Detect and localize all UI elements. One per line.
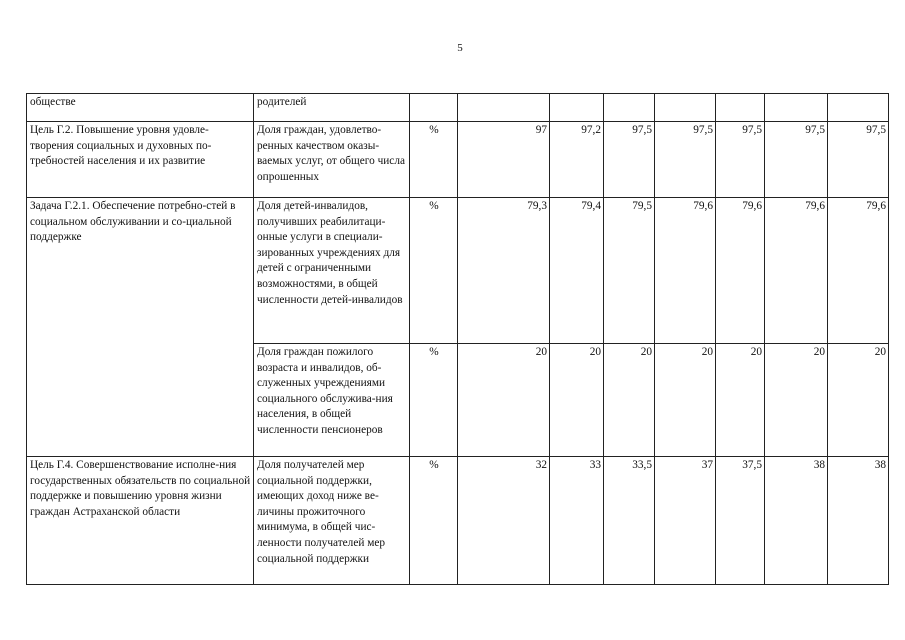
value-cell: 97,5 bbox=[655, 122, 716, 198]
value-cell: 20 bbox=[550, 344, 604, 457]
page-number: 5 bbox=[457, 42, 463, 54]
table-row bbox=[27, 122, 889, 198]
value-cell: 79,6 bbox=[655, 198, 716, 344]
value-cell bbox=[604, 94, 655, 122]
value-cell: 79,6 bbox=[716, 198, 765, 344]
table-row bbox=[27, 198, 889, 344]
table-row-continued bbox=[27, 94, 889, 122]
goal-cell: Цель Г.2. Повышение уровня удовле-творения социальных и духовных по-требностей населения и их развитие bbox=[27, 122, 254, 198]
value-cell: 20 bbox=[458, 344, 550, 457]
table-row bbox=[27, 457, 889, 585]
value-cell: 97,5 bbox=[765, 122, 828, 198]
value-cell bbox=[550, 94, 604, 122]
goal-cell: Цель Г.4. Совершенствование исполне-ния государственных обязательств по социальной поддержке и повышению уровня жизни граждан Астраханской области bbox=[27, 457, 254, 585]
value-cell: 79,5 bbox=[604, 198, 655, 344]
indicator-cell: Доля граждан, удовлетво-ренных качеством оказы-ваемых услуг, от общего числа опрошенных bbox=[254, 122, 410, 198]
unit-cell: % bbox=[410, 122, 458, 198]
indicator-cell: Доля получателей мер социальной поддержки, имеющих доход ниже ве-личины прожиточного минимума, в общей чис-ленности получателей мер социальной поддержки bbox=[254, 457, 410, 585]
value-cell: 97,5 bbox=[716, 122, 765, 198]
goal-cell: обществе bbox=[27, 94, 254, 122]
value-cell: 79,4 bbox=[550, 198, 604, 344]
value-cell: 33,5 bbox=[604, 457, 655, 585]
value-cell: 37,5 bbox=[716, 457, 765, 585]
value-cell bbox=[458, 94, 550, 122]
indicator-cell: Доля граждан пожилого возраста и инвалидов, об-служенных учреждениями социального обслужива-ния населения, в общей численности пенсионеров bbox=[254, 344, 410, 457]
value-cell: 20 bbox=[765, 344, 828, 457]
value-cell: 20 bbox=[716, 344, 765, 457]
value-cell: 20 bbox=[655, 344, 716, 457]
value-cell: 97,5 bbox=[604, 122, 655, 198]
unit-cell bbox=[410, 94, 458, 122]
value-cell: 79,6 bbox=[765, 198, 828, 344]
value-cell: 38 bbox=[765, 457, 828, 585]
value-cell bbox=[655, 94, 716, 122]
indicator-cell: Доля детей-инвалидов, получивших реабилитаци-онные услуги в специали-зированных учреждениях для детей с ограниченными возможностями, в общей численности детей-инвалидов bbox=[254, 198, 410, 344]
value-cell: 33 bbox=[550, 457, 604, 585]
value-cell bbox=[765, 94, 828, 122]
value-cell: 20 bbox=[828, 344, 889, 457]
value-cell: 97,5 bbox=[828, 122, 889, 198]
value-cell: 79,3 bbox=[458, 198, 550, 344]
goal-cell: Задача Г.2.1. Обеспечение потребно-стей в социальном обслуживании и со-циальной поддержке bbox=[27, 198, 254, 457]
value-cell bbox=[716, 94, 765, 122]
unit-cell: % bbox=[410, 457, 458, 585]
value-cell: 20 bbox=[604, 344, 655, 457]
unit-cell: % bbox=[410, 344, 458, 457]
indicator-cell: родителей bbox=[254, 94, 410, 122]
value-cell: 32 bbox=[458, 457, 550, 585]
value-cell: 97,2 bbox=[550, 122, 604, 198]
value-cell bbox=[828, 94, 889, 122]
indicators-table bbox=[26, 93, 889, 585]
value-cell: 38 bbox=[828, 457, 889, 585]
unit-cell: % bbox=[410, 198, 458, 344]
value-cell: 97 bbox=[458, 122, 550, 198]
value-cell: 79,6 bbox=[828, 198, 889, 344]
value-cell: 37 bbox=[655, 457, 716, 585]
